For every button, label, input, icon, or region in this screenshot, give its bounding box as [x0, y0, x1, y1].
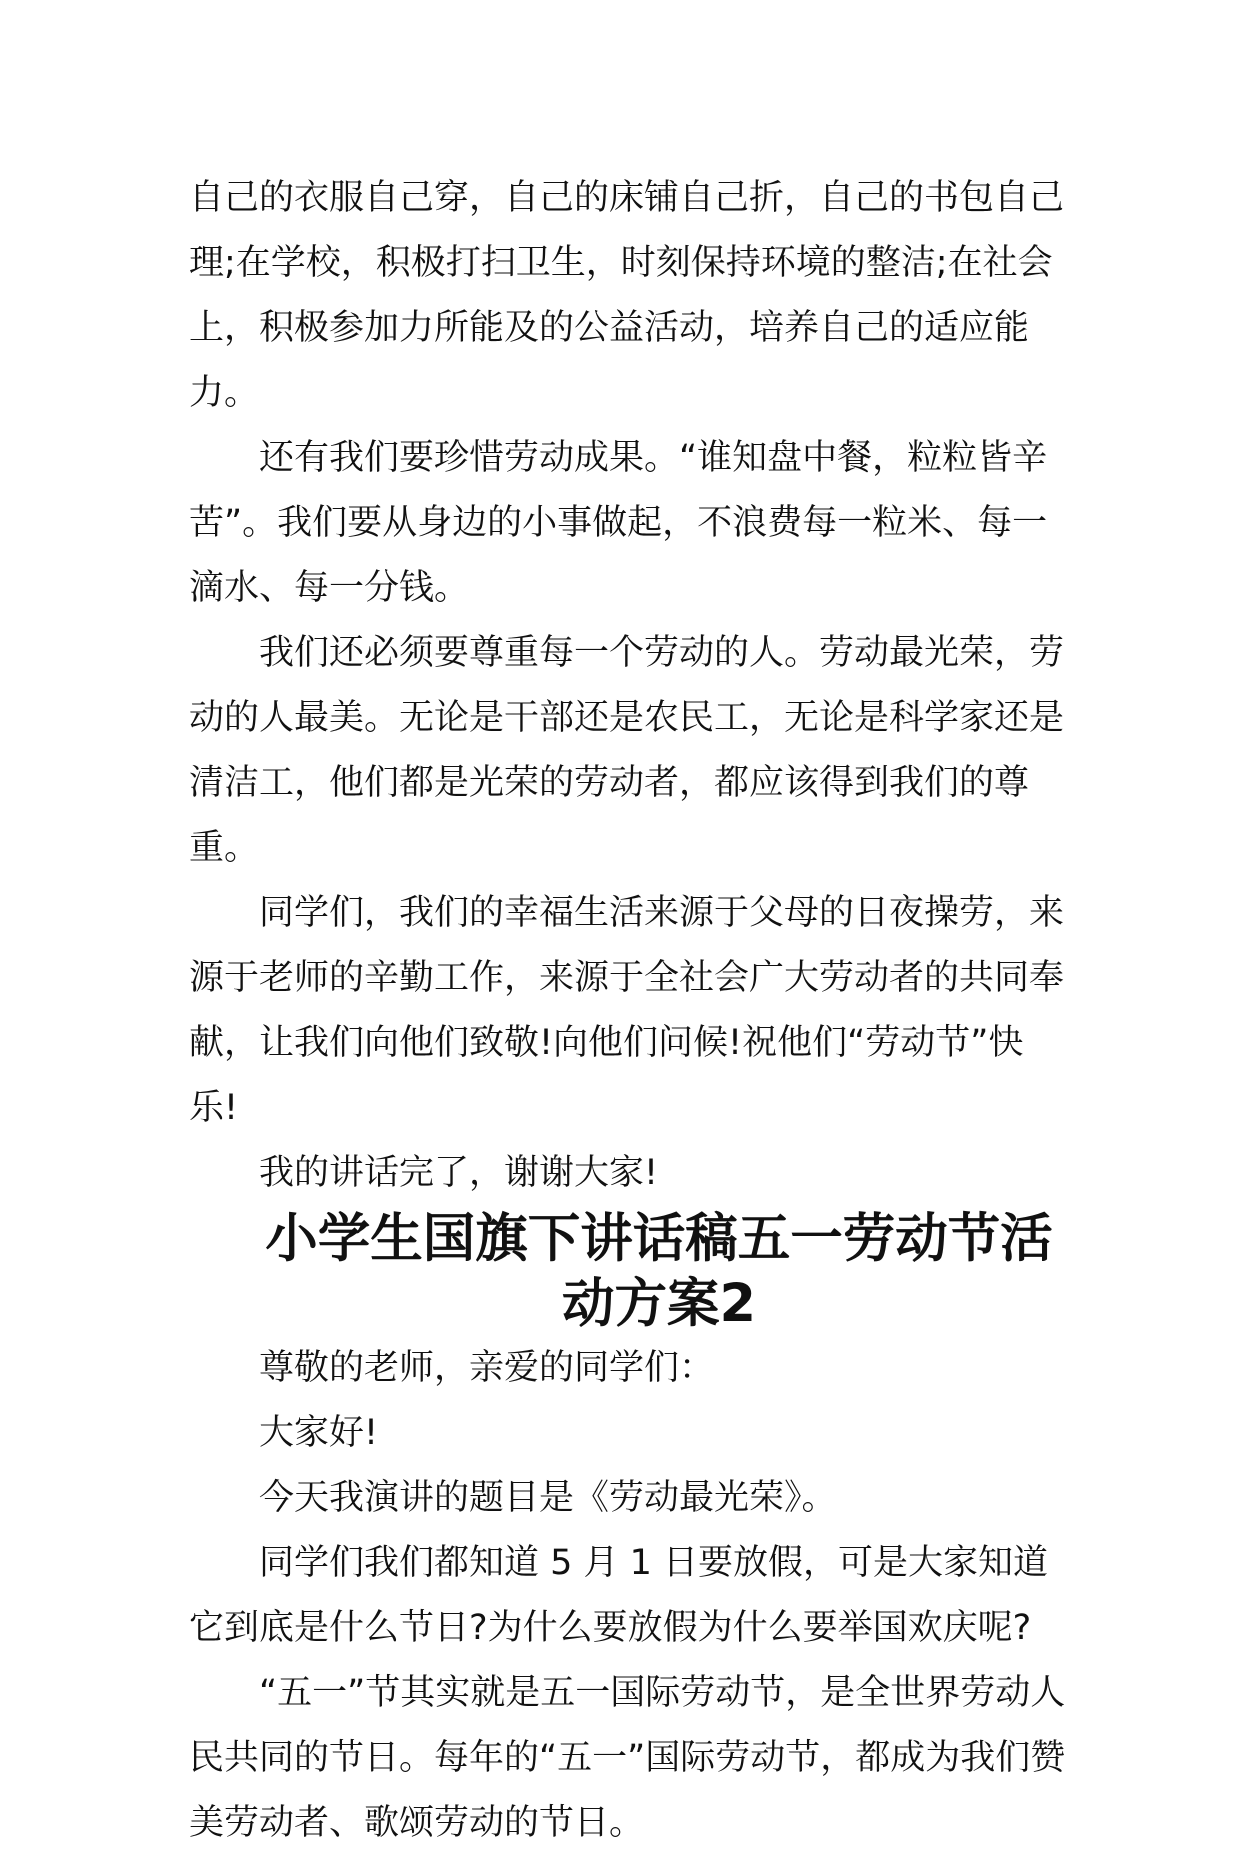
paragraph: 自己的衣服自己穿，自己的床铺自己折，自己的书包自己理;在学校，积极打扫卫生，时刻保持环境的整洁;在社会上，积极参加力所能及的公益活动，培养自己的适应能力。	[189, 178, 1065, 413]
paragraph: 同学们，我们的幸福生活来源于父母的日夜操劳，来源于老师的辛勤工作，来源于全社会广大劳动者的共同奉献，让我们向他们致敬!向他们问候!祝他们“劳动节”快乐!	[189, 893, 1065, 1128]
paragraph: 还有我们要珍惜劳动成果。“谁知盘中餐，粒粒皆辛苦”。我们要从身边的小事做起，不浪费每一粒米、每一滴水、每一分钱。	[189, 438, 1048, 608]
paragraph: 我们还必须要尊重每一个劳动的人。劳动最光荣，劳动的人最美。无论是干部还是农民工，无论是科学家还是清洁工，他们都是光荣的劳动者，都应该得到我们的尊重。	[189, 633, 1065, 868]
section-heading: 小学生国旗下讲话稿五一劳动节活动方案2	[265, 1208, 1053, 1334]
paragraph: 尊敬的老师，亲爱的同学们：	[189, 1348, 715, 1388]
paragraph: 我的讲话完了，谢谢大家!	[189, 1153, 659, 1193]
paragraph: “五一”节其实就是五一国际劳动节，是全世界劳动人民共同的节日。每年的“五一”国际劳动节，都成为我们赞美劳动者、歌颂劳动的节日。	[189, 1673, 1066, 1843]
paragraph: 大家好!	[189, 1413, 379, 1453]
document-body	[189, 166, 1069, 1856]
paragraph: 同学们我们都知道 5 月 1 日要放假，可是大家知道它到底是什么节日?为什么要放假为什么要举国欢庆呢?	[189, 1543, 1049, 1648]
paragraph: 今天我演讲的题目是《劳动最光荣》。	[189, 1478, 837, 1518]
